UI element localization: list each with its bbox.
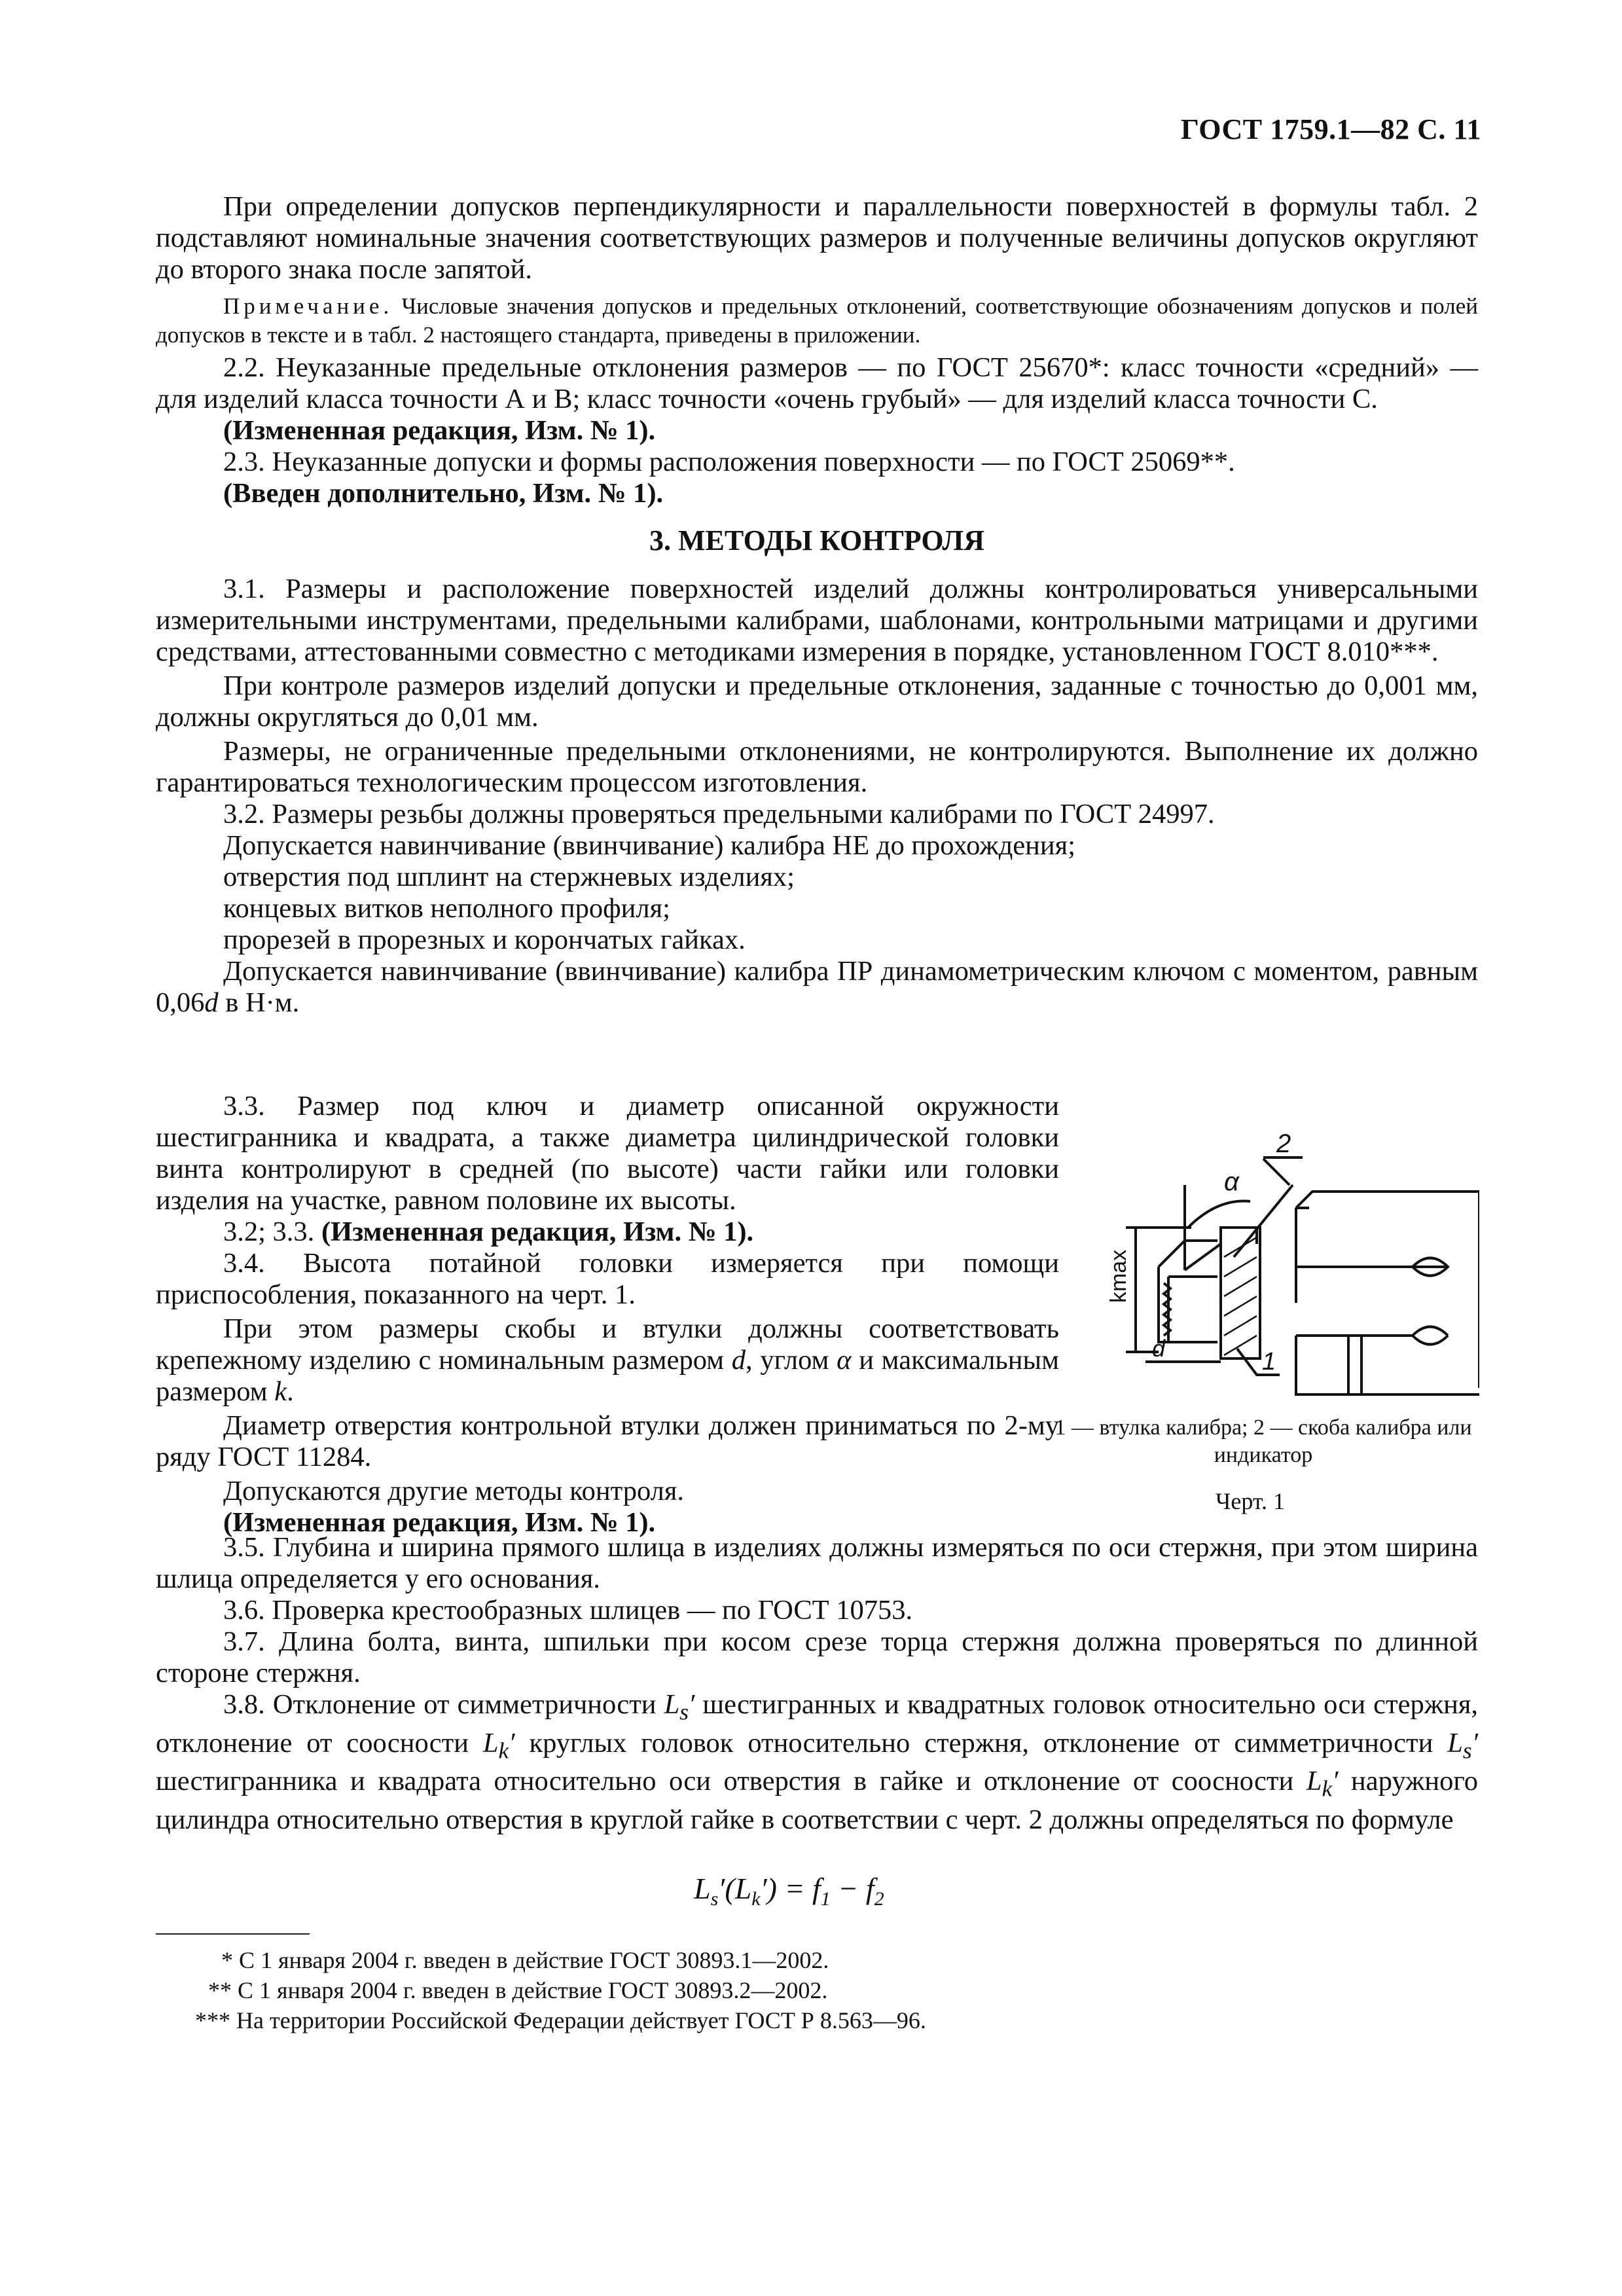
paragraph-3-2: 3.2. Размеры резьбы должны проверяться предельными калибрами по ГОСТ 24997. (223, 799, 1215, 829)
text-block-narrow (156, 1091, 1059, 1539)
gauge-drawing (1021, 1087, 1479, 1414)
paragraph-3-5: 3.5. Глубина и ширина прямого шлица в изделиях должны измеряться по оси стержня, при этом ширина шлица определяется у его основания. (156, 1532, 1478, 1594)
amendment-note: (Измененная редакция, Изм. № 1). (223, 415, 656, 446)
paragraph-3-2b: отверстия под шплинт на стержневых изделиях; (223, 862, 795, 892)
paragraph-2-3: 2.3. Неуказанные допуски и формы расположения поверхности — по ГОСТ 25069**. (223, 446, 1235, 477)
kmax-label: kmax (1106, 1249, 1131, 1303)
page-header: ГОСТ 1759.1—82 С. 11 (1180, 113, 1481, 145)
alpha-label: α (1224, 1167, 1239, 1196)
paragraph-3-4d: Допускаются другие методы контроля. (223, 1476, 685, 1506)
paragraph-3-2d: прорезей в прорезных и корончатых гайках. (223, 924, 746, 955)
note-label: Примечание. (223, 293, 393, 319)
added-note: (Введен дополнительно, Изм. № 1). (223, 478, 664, 509)
paragraph-3-2c: концевых витков неполного профиля; (223, 893, 670, 924)
paragraph-tolerances: При определении допусков перпендикулярности и параллельности поверхностей в формулы табл. 2 подставляют номинальные значения соответствующих размеров и полученные величины допусков округляют до второго знака после запятой. (156, 191, 1478, 285)
paragraph-3-3b: 3.2; 3.3. (Измененная редакция, Изм. № 1). (223, 1216, 754, 1247)
paragraph-3-1: 3.1. Размеры и расположение поверхностей изделий должны контролироваться универсальными измерительными инструментами, предельными калибрами, шаблонами, контрольными матрицами и другими средствами, аттестованными совместно с методиками измерения в порядке, установленном ГОСТ 8.010***. (156, 574, 1478, 667)
label-1: 1 (1262, 1348, 1276, 1376)
footnote-1: * С 1 января 2004 г. введен в действие ГОСТ 30893.1—2002. (221, 1947, 829, 1973)
d-label: d (1152, 1335, 1166, 1362)
section-heading: 3. МЕТОДЫ КОНТРОЛЯ (649, 524, 984, 556)
footnote-3: *** На территории Российской Федерации действует ГОСТ Р 8.563—96. (195, 2007, 926, 2033)
paragraph-3-4b: При этом размеры скобы и втулки должны соответствовать крепежному изделию с номинальным размером d, углом α и максимальным размером k. (156, 1313, 1059, 1407)
text-block-top (156, 191, 1478, 1019)
formula: $L_s'(L_k') = f_1 - f_2$ (694, 1872, 884, 1910)
footnote-divider (156, 1933, 310, 1935)
paragraph-3-1b: При контроле размеров изделий допуски и предельные отклонения, заданные с точностью до 0,001 мм, должны округляться до 0,01 мм. (156, 670, 1478, 733)
label-2: 2 (1276, 1129, 1291, 1158)
paragraph-3-7: 3.7. Длина болта, винта, шпильки при косом срезе торца стержня должна проверяться по длинной стороне стержня. (156, 1626, 1478, 1688)
paragraph-3-8: 3.8. Отклонение от симметричности $L_s'$ шестигранных и квадратных головок относительно оси стержня, отклонение от соосности $L_k'$ круглых головок относительно стержня, отклонение от симметричности $L_s'$ шестигранника и квадрата относительно оси отверстия в гайке и отклонение от соосности $L_k'$ наружного цилиндра относительно отверстия в круглой гайке в соответствии с черт. 2 должны определяться по формуле (156, 1689, 1479, 1835)
text-block-bottom (156, 1532, 1478, 1836)
paragraph-3-3: 3.3. Размер под ключ и диаметр описанной окружности шестигранника и квадрата, а также диаметра цилиндрической головки винта контролируют в средней (по высоте) части гайки или головки изделия на участке, равном половине их высоты. (156, 1091, 1059, 1216)
paragraph-3-1c: Размеры, не ограниченные предельными отклонениями, не контролируются. Выполнение их должно гарантироваться технологическим процессом изготовления. (156, 736, 1478, 798)
paragraph-2-2: 2.2. Неуказанные предельные отклонения размеров — по ГОСТ 25670*: класс точности «средний» — для изделий класса точности А и В; класс точности «очень грубый» — для изделий класса точности С. (156, 352, 1478, 414)
paragraph-3-6: 3.6. Проверка крестообразных шлицев — по ГОСТ 10753. (223, 1595, 913, 1626)
amendment-note-2: (Измененная редакция, Изм. № 1). (223, 1507, 656, 1538)
figure-1 (1021, 1087, 1479, 1417)
paragraph-3-4: 3.4. Высота потайной головки измеряется при помощи приспособления, показанного на черт. 1. (156, 1248, 1059, 1310)
paragraph-3-2e: Допускается навинчивание (ввинчивание) калибра ПР динамометрическим ключом с моментом, равным 0,06d в Н·м. (156, 956, 1478, 1018)
note-text: Числовые значения допусков и предельных отклонений, соответствующие обозначениям допусков и полей допусков в тексте и в табл. 2 настоящего стандарта, приведены в приложении. (156, 293, 1478, 348)
figure-title: Черт. 1 (1216, 1488, 1285, 1514)
footnote-2: ** С 1 января 2004 г. введен в действие ГОСТ 30893.2—2002. (208, 1977, 828, 2003)
note-paragraph (156, 292, 1478, 350)
paragraph-3-2a: Допускается навинчивание (ввинчивание) калибра НЕ до прохождения; (223, 830, 1076, 861)
paragraph-3-4c: Диаметр отверстия контрольной втулки должен приниматься по 2-му ряду ГОСТ 11284. (156, 1410, 1059, 1472)
figure-caption: 1 — втулка калибра; 2 — скоба калибра или индикатор (1054, 1415, 1472, 1467)
